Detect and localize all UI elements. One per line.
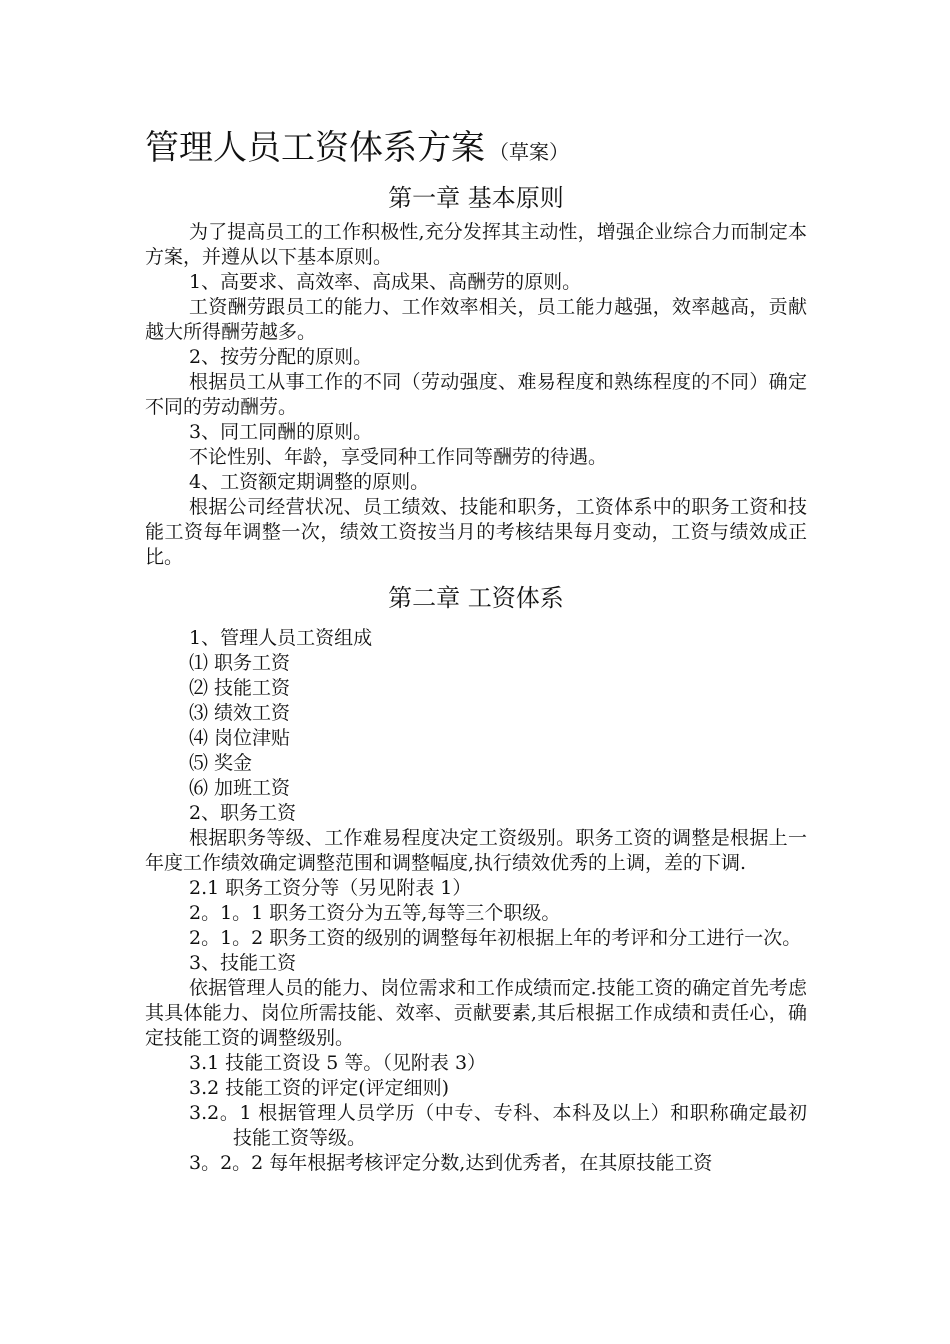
skill-wage-grades: 3.1 技能工资设 5 等。（见附表 3） [189,1052,487,1074]
component-item: ⑴ 职务工资 [189,652,291,674]
skill-wage-evaluation: 3.2 技能工资的评定(评定细则) [189,1077,450,1099]
component-item: ⑷ 岗位津贴 [189,727,291,749]
chapter-1-heading: 第一章 基本原则 [388,184,564,212]
document-page [145,120,807,1176]
skill-wage-initial-grade: 3.2。1 根据管理人员学历（中专、专科、本科及以上）和职称确定最初技能工资等级。 [189,1102,807,1149]
document-title-draft-note: （草案） [489,140,569,164]
skill-wage-annual-review: 3。2。2 每年根据考核评定分数,达到优秀者，在其原技能工资 [189,1152,713,1174]
skill-wage-desc: 依据管理人员的能力、岗位需求和工作成绩而定.技能工资的确定首先考虑其具体能力、岗位所需技能、效率、贡献要素,其后根据工作成绩和责任心，确定技能工资的调整级别。 [145,977,807,1049]
principle-1-title: 1、高要求、高效率、高成果、高酬劳的原则。 [189,271,582,293]
document-title [145,120,807,176]
principle-3-title: 3、同工同酬的原则。 [189,421,373,443]
principle-3-desc: 不论性别、年龄，享受同种工作同等酬劳的待遇。 [189,446,608,468]
component-item: ⑶ 绩效工资 [189,702,291,724]
duty-wage-grading: 2.1 职务工资分等（另见附表 1） [189,877,472,899]
principle-1-desc: 工资酬劳跟员工的能力、工作效率相关，员工能力越强，效率越高，贡献越大所得酬劳越多。 [145,296,807,343]
skill-wage-title: 3、技能工资 [189,952,297,974]
principle-2-desc: 根据员工从事工作的不同（劳动强度、难易程度和熟练程度的不同）确定不同的劳动酬劳。 [145,371,807,418]
chapter-1-intro: 为了提高员工的工作积极性,充分发挥其主动性，增强企业综合力而制定本方案，并遵从以下基本原则。 [145,221,807,268]
component-item: ⑸ 奖金 [189,752,253,774]
duty-wage-grading-detail: 2。1。1 职务工资分为五等,每等三个职级。 [189,902,561,924]
principle-2-title: 2、按劳分配的原则。 [189,346,373,368]
principle-4-title: 4、工资额定期调整的原则。 [189,471,430,493]
duty-wage-desc: 根据职务等级、工作难易程度决定工资级别。职务工资的调整是根据上一年度工作绩效确定调整范围和调整幅度,执行绩效优秀的上调，差的下调. [145,827,807,874]
principle-4-desc: 根据公司经营状况、员工绩效、技能和职务，工资体系中的职务工资和技能工资每年调整一次，绩效工资按当月的考核结果每月变动，工资与绩效成正比。 [145,496,807,568]
composition-title: 1、管理人员工资组成 [189,627,373,649]
duty-wage-adjustment: 2。1。2 职务工资的级别的调整每年初根据上年的考评和分工进行一次。 [189,927,802,949]
chapter-2-heading: 第二章 工资体系 [388,584,564,612]
component-item: ⑵ 技能工资 [189,677,291,699]
duty-wage-title: 2、职务工资 [189,802,297,824]
document-title-main: 管理人员工资体系方案 [145,128,485,168]
component-item: ⑹ 加班工资 [189,777,291,799]
